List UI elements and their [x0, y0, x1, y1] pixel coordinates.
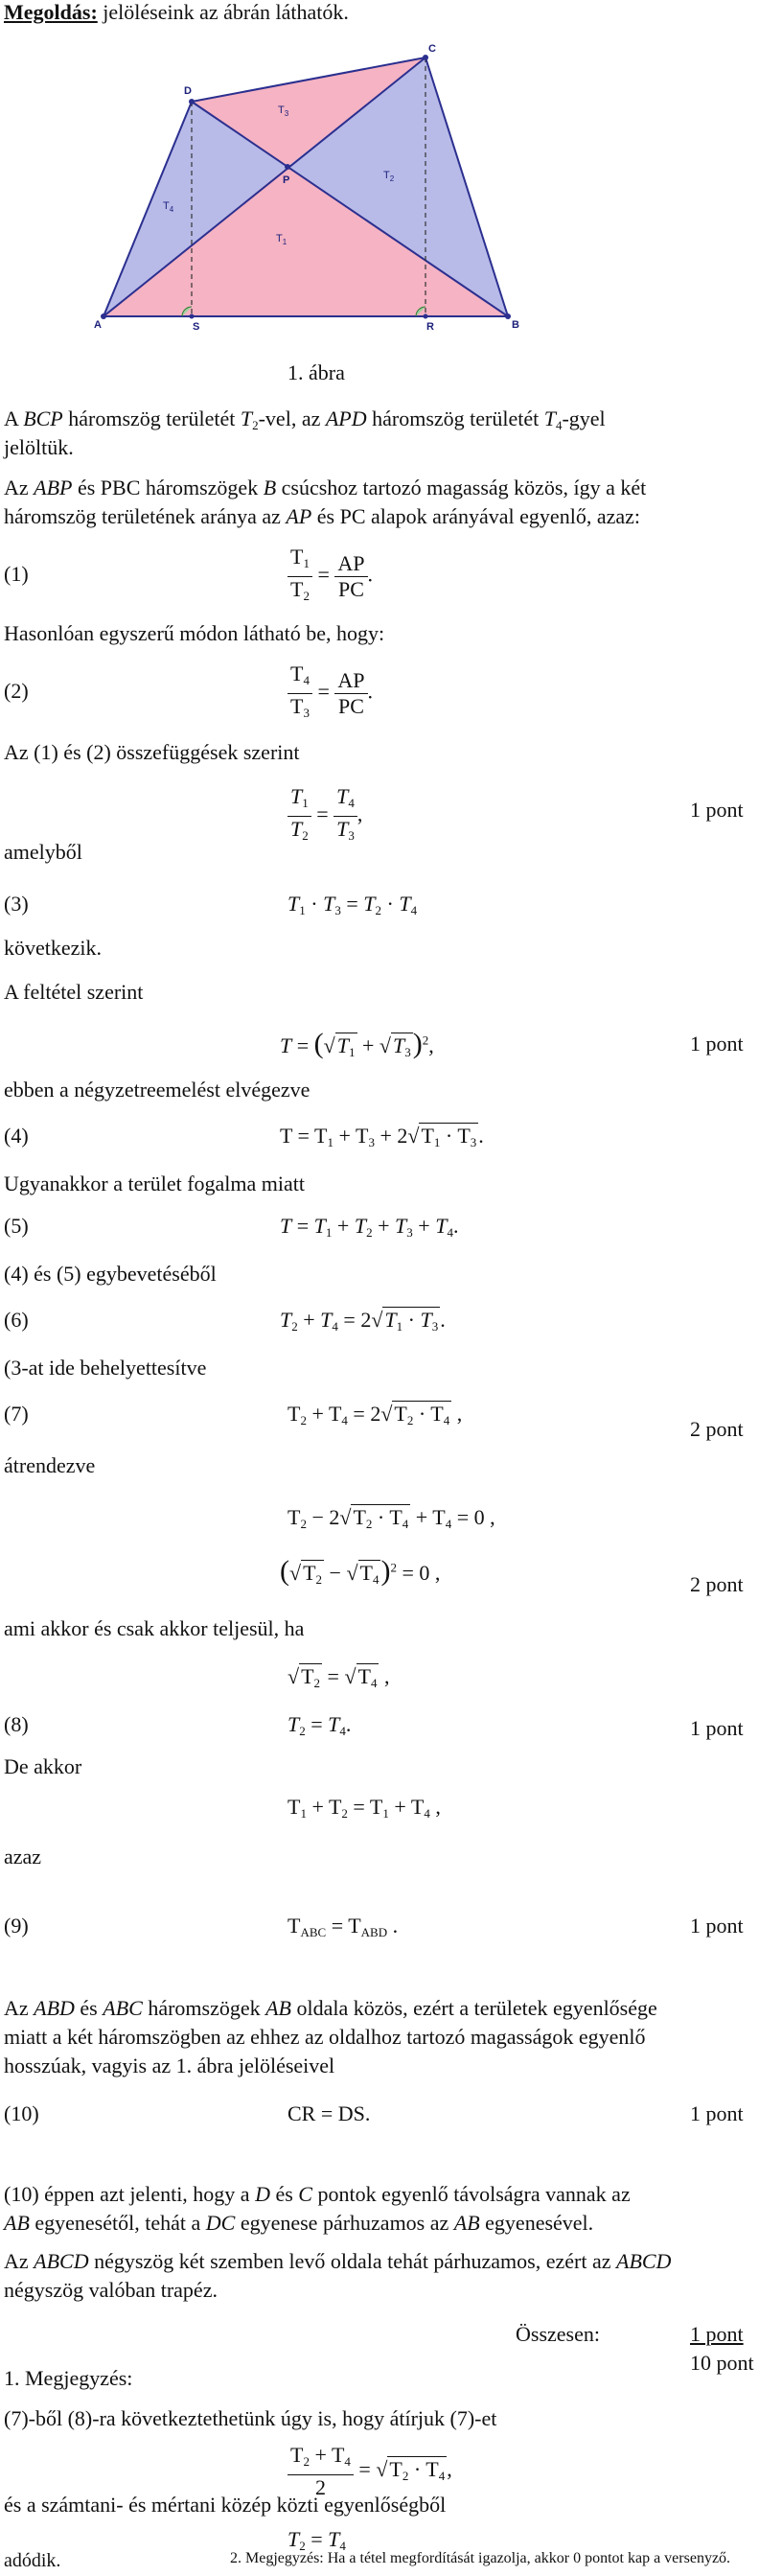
paragraph-11: (3-at ide behelyettesítve: [4, 1356, 207, 1380]
paragraph-17-line-2: AB egyenesétől, tehát a DC egyenese párhuzamos az AB egyenesével.: [4, 2211, 594, 2235]
points-eq-square: 2 pont: [690, 1572, 744, 1596]
eq8: $T_2 = T_4$.: [288, 1712, 352, 1738]
paragraph-5: amelyből: [4, 840, 82, 864]
paragraph-17-line-1: (10) éppen azt jelenti, hogy a D és C pontok egyenlő távolságra vannak az: [4, 2182, 631, 2206]
eq-am-gm: $\frac{T_2 + T_4}{2}$ = $√T_2 \cdot T_4$,: [288, 2443, 452, 2500]
points-eq10: 1 pont: [690, 2101, 744, 2125]
paragraph-7: A feltétel szerint: [4, 980, 144, 1004]
eq10-label: (10): [4, 2101, 39, 2125]
paragraph-18-line-2: négyszög valóban trapéz.: [4, 2278, 218, 2302]
label-R: R: [426, 321, 434, 333]
paragraph-15: azaz: [4, 1845, 42, 1868]
point-D: [189, 99, 195, 104]
total-label: Összesen:: [516, 2322, 600, 2346]
points-eq-ratio: 1 pont: [690, 798, 744, 822]
paragraph-13: ami akkor és csak akkor teljesül, ha: [4, 1616, 305, 1640]
paragraph-16-line-1: Az ABD és ABC háromszögek AB oldala közös, ezért a területek egyenlősége: [4, 1996, 657, 2020]
eq1: $\frac{T_1}{T_2}$ = $\frac{AP}{PC}$ .: [288, 545, 373, 609]
point-B: [505, 313, 511, 319]
paragraph-14: De akkor: [4, 1754, 82, 1778]
paragraph-1-line-2: jelöltük.: [4, 435, 74, 459]
label-P: P: [283, 174, 290, 186]
point-S: [190, 314, 195, 319]
paragraph-9: Ugyanakkor a terület fogalma miatt: [4, 1172, 305, 1195]
figure-1: [86, 36, 556, 343]
paragraph-2-line-2: háromszög területének aránya az AP és PC alapok arányával egyenlő, azaz:: [4, 504, 640, 528]
points-eq8: 1 pont: [690, 1716, 744, 1740]
note-2-text: Ha a tétel megfordítását igazolja, akkor 0 pontot kap a versenyző.: [327, 2550, 731, 2566]
eq-condition: $T = (√T_1 + √T_3)^2$,: [280, 1028, 434, 1059]
eq5-label: (5): [4, 1214, 29, 1238]
points-eq-condition: 1 pont: [690, 1032, 744, 1056]
eq7: $T_2 + T_4 = 2√T_2 \cdot T_4$ ,: [288, 1402, 463, 1427]
eq-sum: $T_1 + T_2 = T_1 + T_4$ ,: [288, 1795, 441, 1821]
paragraph-6: következik.: [4, 936, 103, 960]
paragraph-4: Az (1) és (2) összefüggések szerint: [4, 740, 300, 764]
note-2-title: 2. Megjegyzés:: [230, 2550, 324, 2566]
paragraph-2-line-1: Az ABP és PBC háromszögek B csúcshoz tartozó magasság közös, így a két: [4, 476, 647, 499]
eq3-label: (3): [4, 892, 29, 916]
solution-intro: jelöléseink az ábrán láthatók.: [97, 0, 349, 24]
eq3: $T_1 \cdot T_3 = T_2 \cdot T_4$: [288, 892, 418, 917]
eq9: $T_{ABC} = T_{ABD}$ .: [288, 1914, 399, 1939]
note-2: [230, 2550, 730, 2567]
label-B: B: [512, 319, 519, 331]
label-S: S: [193, 321, 200, 333]
solution-title: Megoldás:: [4, 0, 98, 24]
eq-square: $(√T_2 - √T_4)^2 = 0$ ,: [280, 1555, 441, 1587]
point-P: [285, 164, 290, 170]
eq-roots-equal: $√T_2 = √T_4$ ,: [288, 1664, 390, 1690]
paragraph-16-line-3: hosszúak, vagyis az 1. ábra jelöléseivel: [4, 2054, 335, 2077]
paragraph-16-line-2: miatt a két háromszögben az ehhez az oldalhoz tartozó magasságok egyenlő: [4, 2025, 646, 2049]
eq5: $T = T_1 + T_2 + T_3 + T_4$.: [280, 1214, 459, 1240]
header-line: [4, 0, 349, 25]
label-D: D: [184, 85, 192, 97]
total-subtotal: 1 pont: [690, 2322, 744, 2346]
total-points: 10 pont: [690, 2351, 754, 2375]
note-1-title: 1. Megjegyzés:: [4, 2366, 133, 2390]
eq-final: $T_2 = T_4$: [288, 2527, 346, 2553]
point-C: [423, 55, 428, 60]
eq8-label: (8): [4, 1712, 29, 1736]
eq4-label: (4): [4, 1124, 29, 1148]
eq-ratio: $\frac{T_1}{T_2}$ = $\frac{T_4}{T_3}$ ,: [288, 784, 362, 848]
label-T1: $T_1$: [276, 233, 288, 246]
paragraph-12: átrendezve: [4, 1453, 96, 1477]
eq2-label: (2): [4, 679, 29, 703]
eq6-label: (6): [4, 1308, 29, 1332]
paragraph-18-line-1: Az ABCD négyszög két szemben levő oldala tehát párhuzamos, ezért az ABCD: [4, 2249, 672, 2273]
label-T3: $T_3$: [278, 104, 289, 118]
label-A: A: [94, 319, 102, 331]
note-1-text: (7)-ből (8)-ra következtethetünk úgy is, hogy átírjuk (7)-et: [4, 2406, 497, 2430]
points-eq7: 2 pont: [690, 1417, 744, 1441]
eq1-label: (1): [4, 562, 29, 586]
points-eq9: 1 pont: [690, 1914, 744, 1938]
eq6: $T_2 + T_4 = 2√T_1 \cdot T_3$.: [280, 1308, 446, 1334]
figure-caption: 1. ábra: [288, 360, 345, 384]
paragraph-8: ebben a négyzetreemelést elvégezve: [4, 1078, 310, 1102]
paragraph-1-line-1: A BCP háromszög területét $T_2$-vel, az APD háromszög területét $T_4$-gyel: [4, 406, 606, 432]
point-R: [424, 314, 428, 319]
eq9-label: (9): [4, 1914, 29, 1938]
eq-rearranged: $T_2 - 2√T_2 \cdot T_4 + T_4 = 0$ ,: [288, 1505, 495, 1531]
label-C: C: [428, 43, 436, 55]
paragraph-3: Hasonlóan egyszerű módon látható be, hogy:: [4, 621, 385, 645]
eq10: CR = DS.: [288, 2101, 371, 2125]
paragraph-20: adódik.: [4, 2550, 61, 2571]
label-T4: $T_4$: [163, 200, 174, 214]
eq2: $\frac{T_4}{T_3}$ = $\frac{AP}{PC}$ .: [288, 661, 373, 726]
paragraph-10: (4) és (5) egybevetéséből: [4, 1262, 217, 1286]
label-T2: $T_2$: [383, 170, 395, 183]
eq4: $T = T_1 + T_3 + 2√T_1 \cdot T_3$.: [280, 1124, 484, 1149]
eq7-label: (7): [4, 1402, 29, 1426]
paragraph-19: és a számtani- és mértani közép közti egyenlőségből: [4, 2493, 447, 2517]
